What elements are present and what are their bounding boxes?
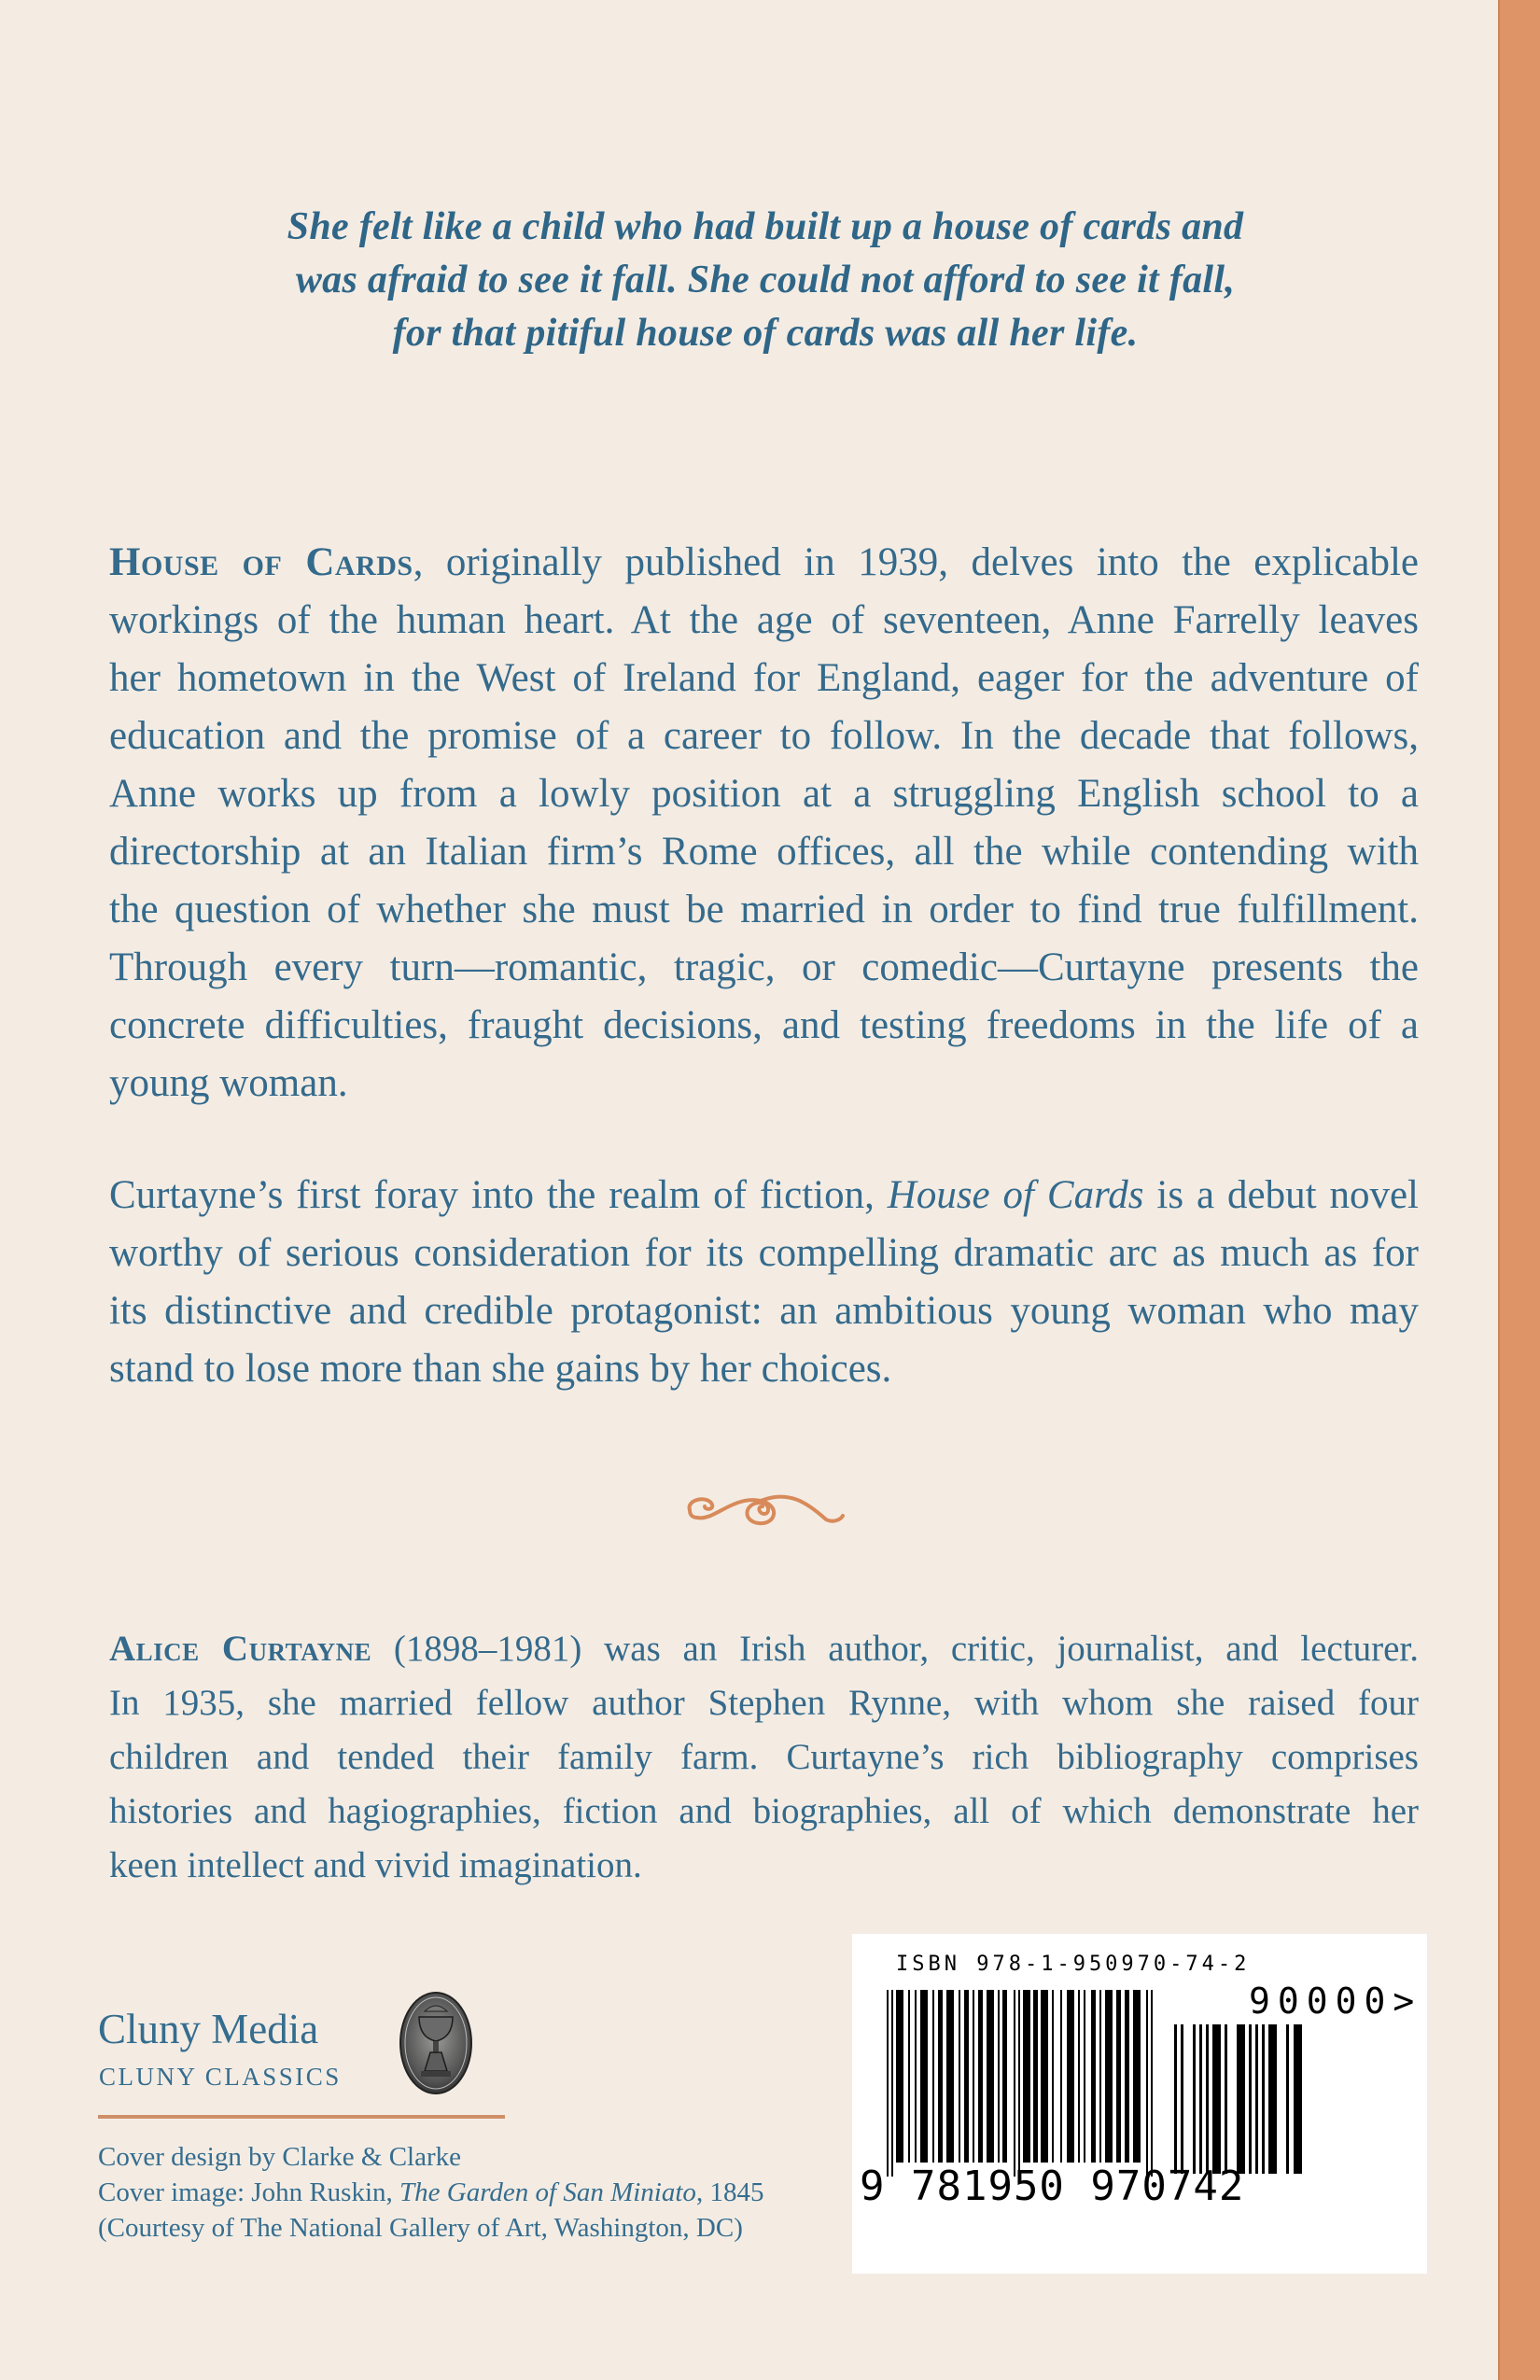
- quote-line: for that pitiful house of cards was all her life.: [392, 312, 1139, 355]
- description-paragraph-1: [109, 534, 1419, 1113]
- text-line: workings of the human heart. At the age of seventeen, Anne Farrelly leaves: [109, 598, 1419, 642]
- text-line: worthy of serious consideration for its compelling dramatic arc as much as for: [109, 1231, 1419, 1275]
- artwork-title: The Garden of San Miniato: [399, 2177, 696, 2207]
- text-line: keen intellect and vivid imagination.: [109, 1845, 642, 1885]
- quote-line: She felt like a child who had built up a house of cards and: [287, 205, 1244, 248]
- cover-credits: [98, 2139, 763, 2246]
- book-title-smallcaps: House of Cards: [109, 540, 413, 584]
- text-line: her hometown in the West of Ireland for England, eager for the adventure of: [109, 656, 1419, 700]
- text-line: Curtayne’s first foray into the realm of fiction, House of Cards is a debut novel: [109, 1173, 1419, 1217]
- text-line: concrete difficulties, fraught decisions, and testing freedoms in the life of a: [109, 1003, 1419, 1047]
- text-line: education and the promise of a career to follow. In the decade that follows,: [109, 714, 1419, 758]
- text-line: Alice Curtayne (1898–1981) was an Irish author, critic, journalist, and lecturer.: [109, 1629, 1419, 1669]
- price-code: 90000>: [1249, 1981, 1422, 2022]
- text-line: Anne works up from a lowly position at a struggling English school to a: [109, 772, 1419, 816]
- design-credit: Cover design by Clarke & Clarke: [98, 2142, 461, 2172]
- author-bio: [109, 1622, 1419, 1893]
- text-line: its distinctive and credible protagonist: an ambitious young woman who may: [109, 1289, 1419, 1333]
- publisher-name: Cluny Media: [98, 2006, 319, 2052]
- courtesy-credit: (Courtesy of The National Gallery of Art, Washington, DC): [98, 2213, 743, 2243]
- chalice-emblem-icon: [399, 1991, 473, 2095]
- isbn-label: ISBN 978-1-950970-74-2: [896, 1953, 1251, 1976]
- spine-color-stripe: [1498, 0, 1540, 2380]
- text-line: children and tended their family farm. Curtayne’s rich bibliography comprises: [109, 1737, 1419, 1777]
- price-addon-bars-icon: [1174, 2024, 1305, 2174]
- epigraph-quote: [131, 201, 1400, 360]
- divider-rule: [98, 2115, 505, 2119]
- isbn-barcode: [852, 1934, 1427, 2274]
- text-line: histories and hagiographies, fiction and biographies, all of which demonstrate her: [109, 1791, 1419, 1831]
- author-name-smallcaps: Alice Curtayne: [109, 1629, 372, 1669]
- flourish-ornament-icon: [677, 1482, 849, 1533]
- text-line: young woman.: [109, 1061, 348, 1105]
- text-line: House of Cards, originally published in 1939, delves into the explicable: [109, 540, 1419, 584]
- text-line: stand to lose more than she gains by her choices.: [109, 1347, 892, 1391]
- text-line: directorship at an Italian firm’s Rome offices, all the while contending with: [109, 830, 1419, 874]
- quote-line: was afraid to see it fall. She could not afford to see it fall,: [295, 259, 1236, 301]
- series-name: CLUNY CLASSICS: [99, 2063, 342, 2091]
- ean-barcode-bars-icon: [887, 1990, 1154, 2177]
- text-line: In 1935, she married fellow author Stephen Rynne, with whom she raised four: [109, 1683, 1419, 1723]
- text-line: Through every turn—romantic, tragic, or comedic—Curtayne presents the: [109, 945, 1419, 989]
- image-credit: Cover image: John Ruskin, The Garden of San Miniato, 1845: [98, 2177, 764, 2207]
- text-line: the question of whether she must be married in order to find true fulfillment.: [109, 888, 1419, 931]
- book-title-italic: House of Cards: [887, 1173, 1144, 1217]
- ean-digits: 9 781950 970742: [860, 2163, 1245, 2210]
- description-paragraph-2: [109, 1167, 1419, 1398]
